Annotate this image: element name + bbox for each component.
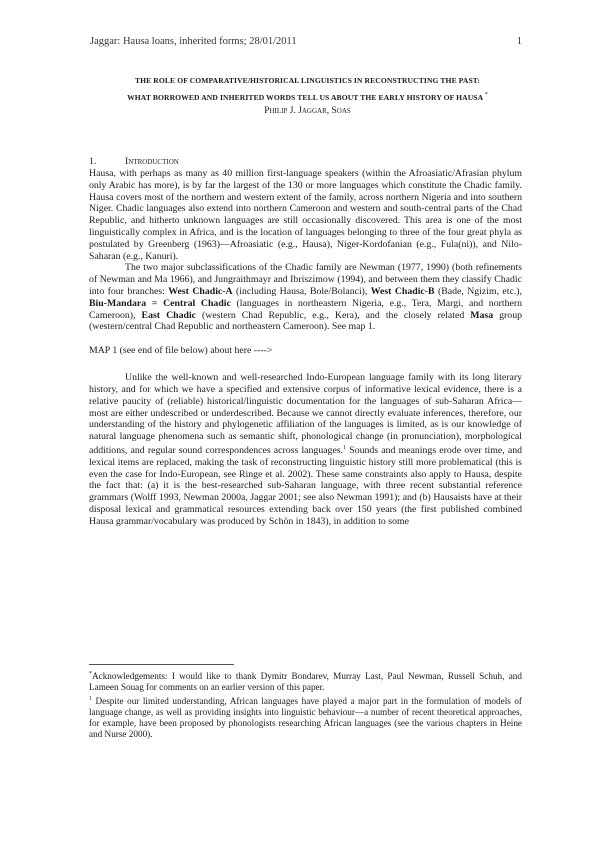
paragraph-1: Hausa, with perhaps as many as 40 million first-language speakers (within the Afroasiatic/Afrasian phylum only Arabic has more), is by far the largest of the 130 or more languages which constitute the Chadic family. Hausa covers most of the northern and western extent of the family, across northern Nigeria and into southern Niger. Chadic languages also extend into northern Cameroon and western and south-central parts of the Chad Republic, and hitherto unknown languages are still occasionally discovered. This area is one of the most linguistically complex in Africa, and is the location of languages belonging to three of the four great phyla as postulated by Greenberg (1963)—Afroasiatic (e.g., Hausa), Niger-Kordofanian (e.g., Fula(ni)), and Nilo-Saharan (e.g., Kanuri). — [89, 168, 522, 262]
section-heading — [89, 156, 522, 168]
footnote-divider — [89, 664, 234, 665]
paper-title-line-2-text: WHAT BORROWED AND INHERITED WORDS TELL US ABOUT THE EARLY HISTORY OF HAUSA — [127, 93, 483, 102]
section-title: Introduction — [125, 156, 179, 167]
p2-text-4: (languages in northeastern Nigeria, e.g., Tera, Margi, and northern Cameroon), — [89, 297, 522, 321]
paper-title-line-1: THE ROLE OF COMPARATIVE/HISTORICAL LINGUISTICS IN RECONSTRUCTING THE PAST: — [134, 76, 481, 85]
p2-text-3: (Bade, Ngizim, etc.), — [434, 285, 522, 297]
p2-text-5: (western Chad Republic, e.g., Kera), and the closely related — [196, 309, 471, 321]
p2-text-2: (including Hausa, Bole/Bolanci), — [232, 285, 371, 297]
branch-west-chadic-a: West Chadic-A — [168, 285, 233, 297]
footnote-1-marker: 1 — [89, 696, 92, 702]
footnote-1 — [89, 694, 522, 740]
footnotes — [89, 669, 522, 741]
footnote-star-marker: * — [89, 671, 92, 677]
branch-central-chadic: Biu-Mandara = Central Chadic — [89, 297, 231, 309]
paper-title-line-2 — [70, 88, 545, 105]
running-head-title: Jaggar: Hausa loans, inherited forms; 28/01/2011 — [90, 36, 297, 47]
map-note: MAP 1 (see end of file below) about here ----> — [89, 345, 273, 357]
page-number: 1 — [516, 36, 522, 47]
title-block — [70, 74, 545, 117]
acknowledgement-marker: * — [484, 92, 488, 98]
branch-west-chadic-b: West Chadic-B — [370, 285, 435, 297]
p2-text-6: group (western/central Chad Republic and northeastern Cameroon). See map 1. — [89, 309, 522, 333]
p2-text-1: The two major subclassifications of the Chadic family are Newman (1977, 1990) (both refinements of Newman and Ma 1966), and Jungraithmayr and Ibriszimow (1994), and between them they classify Chadic into four branches: — [89, 262, 522, 297]
section-number: 1. — [89, 156, 97, 167]
author-line: Philip J. Jaggar, Soas — [264, 106, 351, 116]
footnote-1-text: Despite our limited understanding, African languages have played a major part in the formulation of models of language change, as well as providing insights into linguistic behaviour—a number of recent theoretical approaches, for example, have been proposed by phonologists researching African languages (see the various chapters in Heine and Nurse 2000). — [89, 696, 522, 739]
running-head — [90, 36, 522, 50]
body-text — [89, 156, 522, 528]
paragraph-3 — [89, 372, 522, 527]
footnote-acknowledgements — [89, 669, 522, 693]
branch-east-chadic: East Chadic — [141, 309, 197, 321]
p3-text-2: Sounds and meanings erode over time, and lexical items are replaced, making the task of reconstructing linguistic history still more problematical (this is even the case for Indo-European, see Ringe et al. 2002). These same constraints also apply to Hausa, despite the fact that: (a) it is the best-researched sub-Saharan language, with three recent substantial reference grammars (Wolff 1993, Newman 2000a, Jaggar 2001; see also Newman 1991); and (b) Hausaists have at their disposal lexical and grammatical resources extending back over 150 years (the first published combined Hausa grammar/vocabulary was produced by Schön in 1843), in addition to some — [89, 444, 522, 527]
branch-masa: Masa — [470, 309, 494, 321]
footnote-ref-1[interactable]: 1 — [343, 444, 347, 451]
spacer — [89, 333, 522, 345]
spacer — [89, 357, 522, 372]
paragraph-2 — [89, 262, 522, 333]
footnote-star-text: Acknowledgements: I would like to thank Dymitr Bondarev, Murray Last, Paul Newman, Russell Schuh, and Lameen Souag for comments on an earlier version of this paper. — [89, 671, 522, 692]
p3-text-1: Unlike the well-known and well-researched Indo-European language family with its long literary history, and for which we have a specified and extensive corpus of informative lexical evidence, there is a relative paucity of (reliable) historical/linguistic documentation for the languages of sub-Saharan Africa—most are either undescribed or underdescribed. Because we cannot directly evaluate inferences, therefore, our understanding of the history and phylogenetic affiliation of the languages is limited, as is our knowledge of natural language phenomena such as semantic shift, phonological change (in pronunciation), morphological additions, and regular sound correspondences across languages. — [89, 372, 522, 456]
